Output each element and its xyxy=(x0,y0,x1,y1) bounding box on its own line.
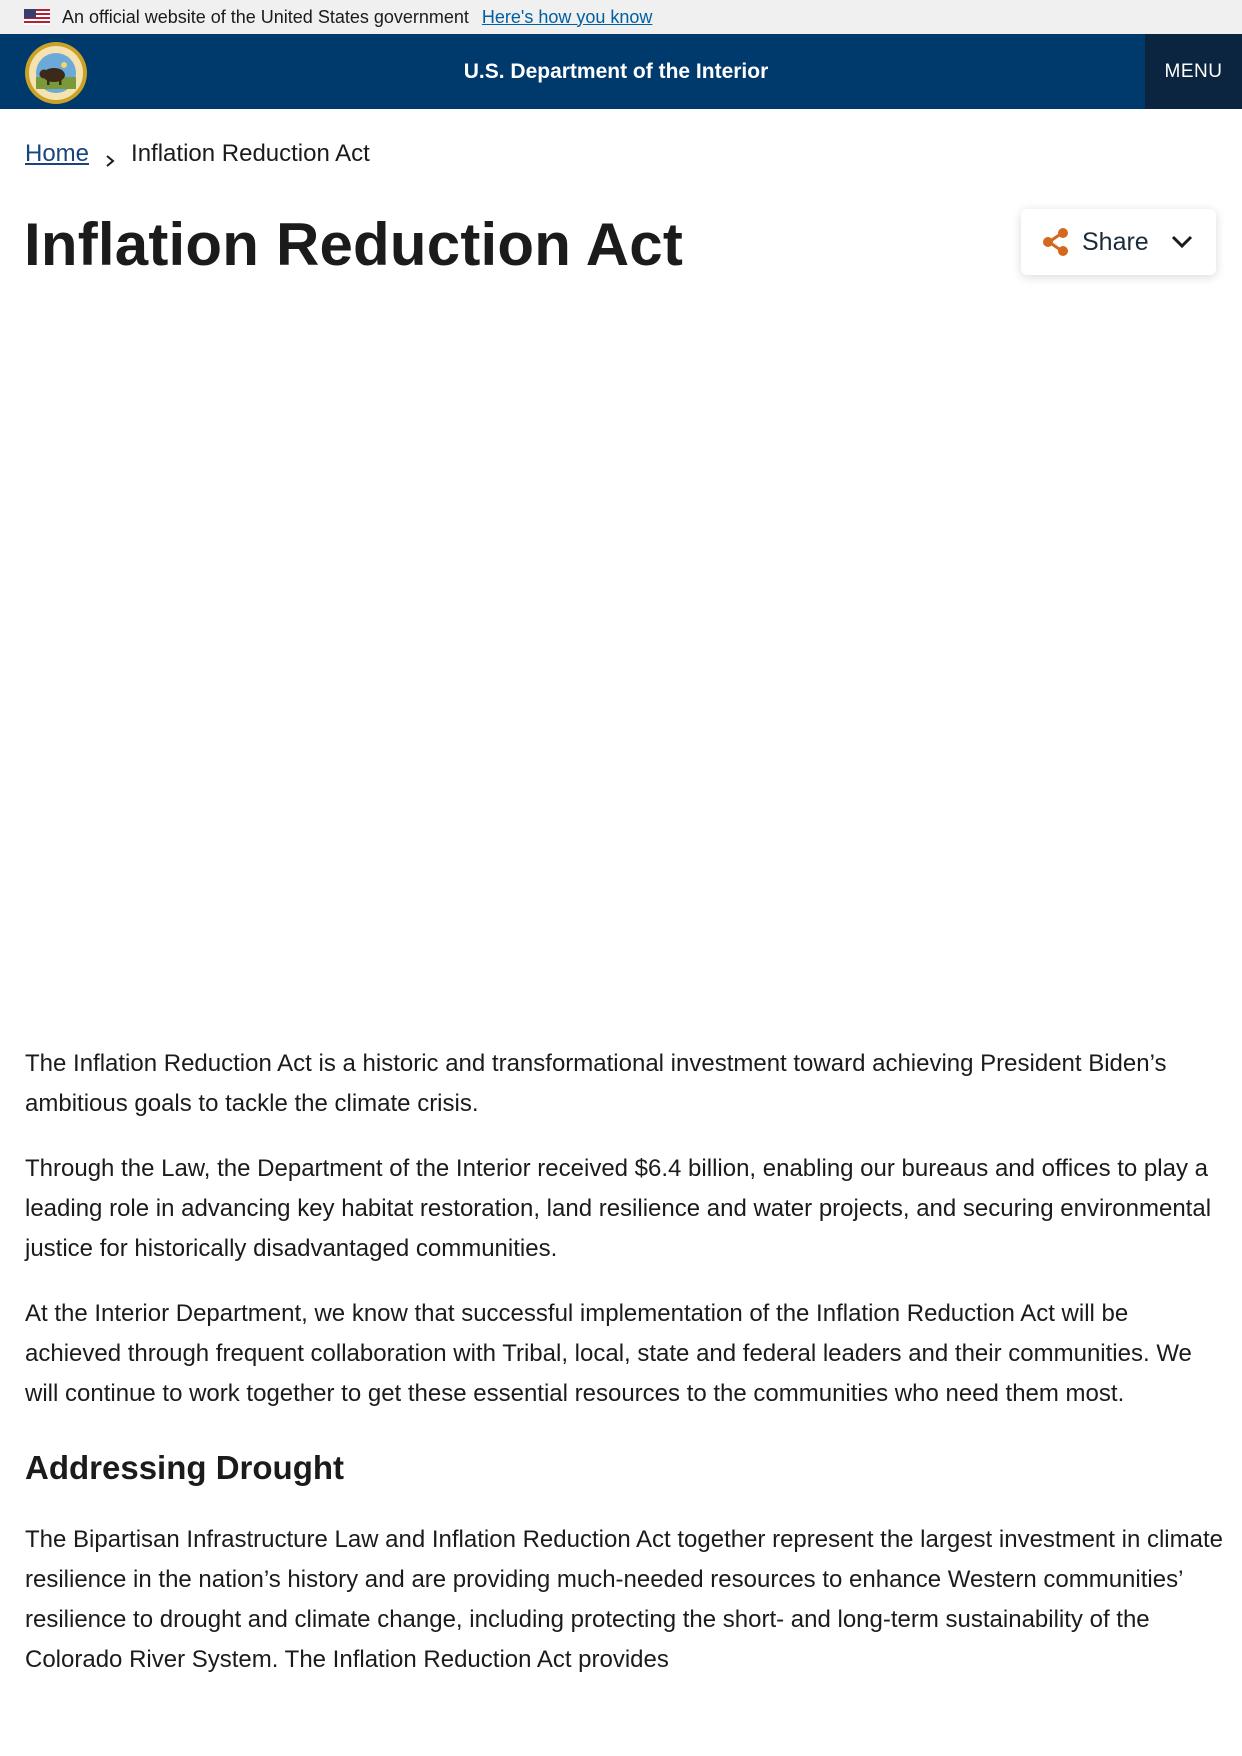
chevron-down-icon xyxy=(1171,235,1193,249)
site-header xyxy=(0,34,1242,109)
breadcrumb xyxy=(25,140,370,168)
menu-button[interactable]: MENU xyxy=(1145,34,1242,109)
share-label: Share xyxy=(1082,227,1149,256)
gov-banner xyxy=(0,0,1242,34)
main-content xyxy=(25,1044,1225,1705)
intro-paragraph: The Inflation Reduction Act is a historic and transformational investment toward achieving President Biden’s ambitious goals to tackle the climate crisis. xyxy=(25,1050,1167,1117)
share-icon xyxy=(1042,227,1070,257)
funding-paragraph: Through the Law, the Department of the Interior received $6.4 billion, enabling our bureaus and offices to play a leading role in advancing key habitat restoration, land resilience and water projects, and securing environmental justice for historically disadvantaged communities. xyxy=(25,1155,1212,1262)
collaboration-paragraph: At the Interior Department, we know that successful implementation of the Inflation Reduction Act will be achieved through frequent collaboration with Tribal, local, state and federal leaders and their communities. We will continue to work together to get these essential resources to the communities who need them most. xyxy=(25,1300,1192,1407)
media-placeholder xyxy=(24,310,1218,1030)
section-heading-drought: Addressing Drought xyxy=(25,1449,344,1486)
us-flag-icon xyxy=(24,9,50,25)
chevron-right-icon xyxy=(103,147,117,161)
share-button[interactable] xyxy=(1021,209,1216,275)
gov-banner-text: An official website of the United States government xyxy=(62,6,469,27)
drought-paragraph: The Bipartisan Infrastructure Law and Inflation Reduction Act together represent the largest investment in climate resilience in the nation’s history and are providing much-needed resources to enhance Western communities’ resilience to drought and climate change, including protecting the short- and long-term sustainability of the Colorado River System. The Inflation Reduction Act provides xyxy=(25,1526,1223,1673)
site-title[interactable]: U.S. Department of the Interior xyxy=(463,60,769,83)
breadcrumb-current: Inflation Reduction Act xyxy=(131,140,370,167)
page-title: Inflation Reduction Act xyxy=(24,211,684,278)
heres-how-you-know-link[interactable]: Here's how you know xyxy=(481,6,653,27)
breadcrumb-home-link[interactable]: Home xyxy=(25,140,90,167)
